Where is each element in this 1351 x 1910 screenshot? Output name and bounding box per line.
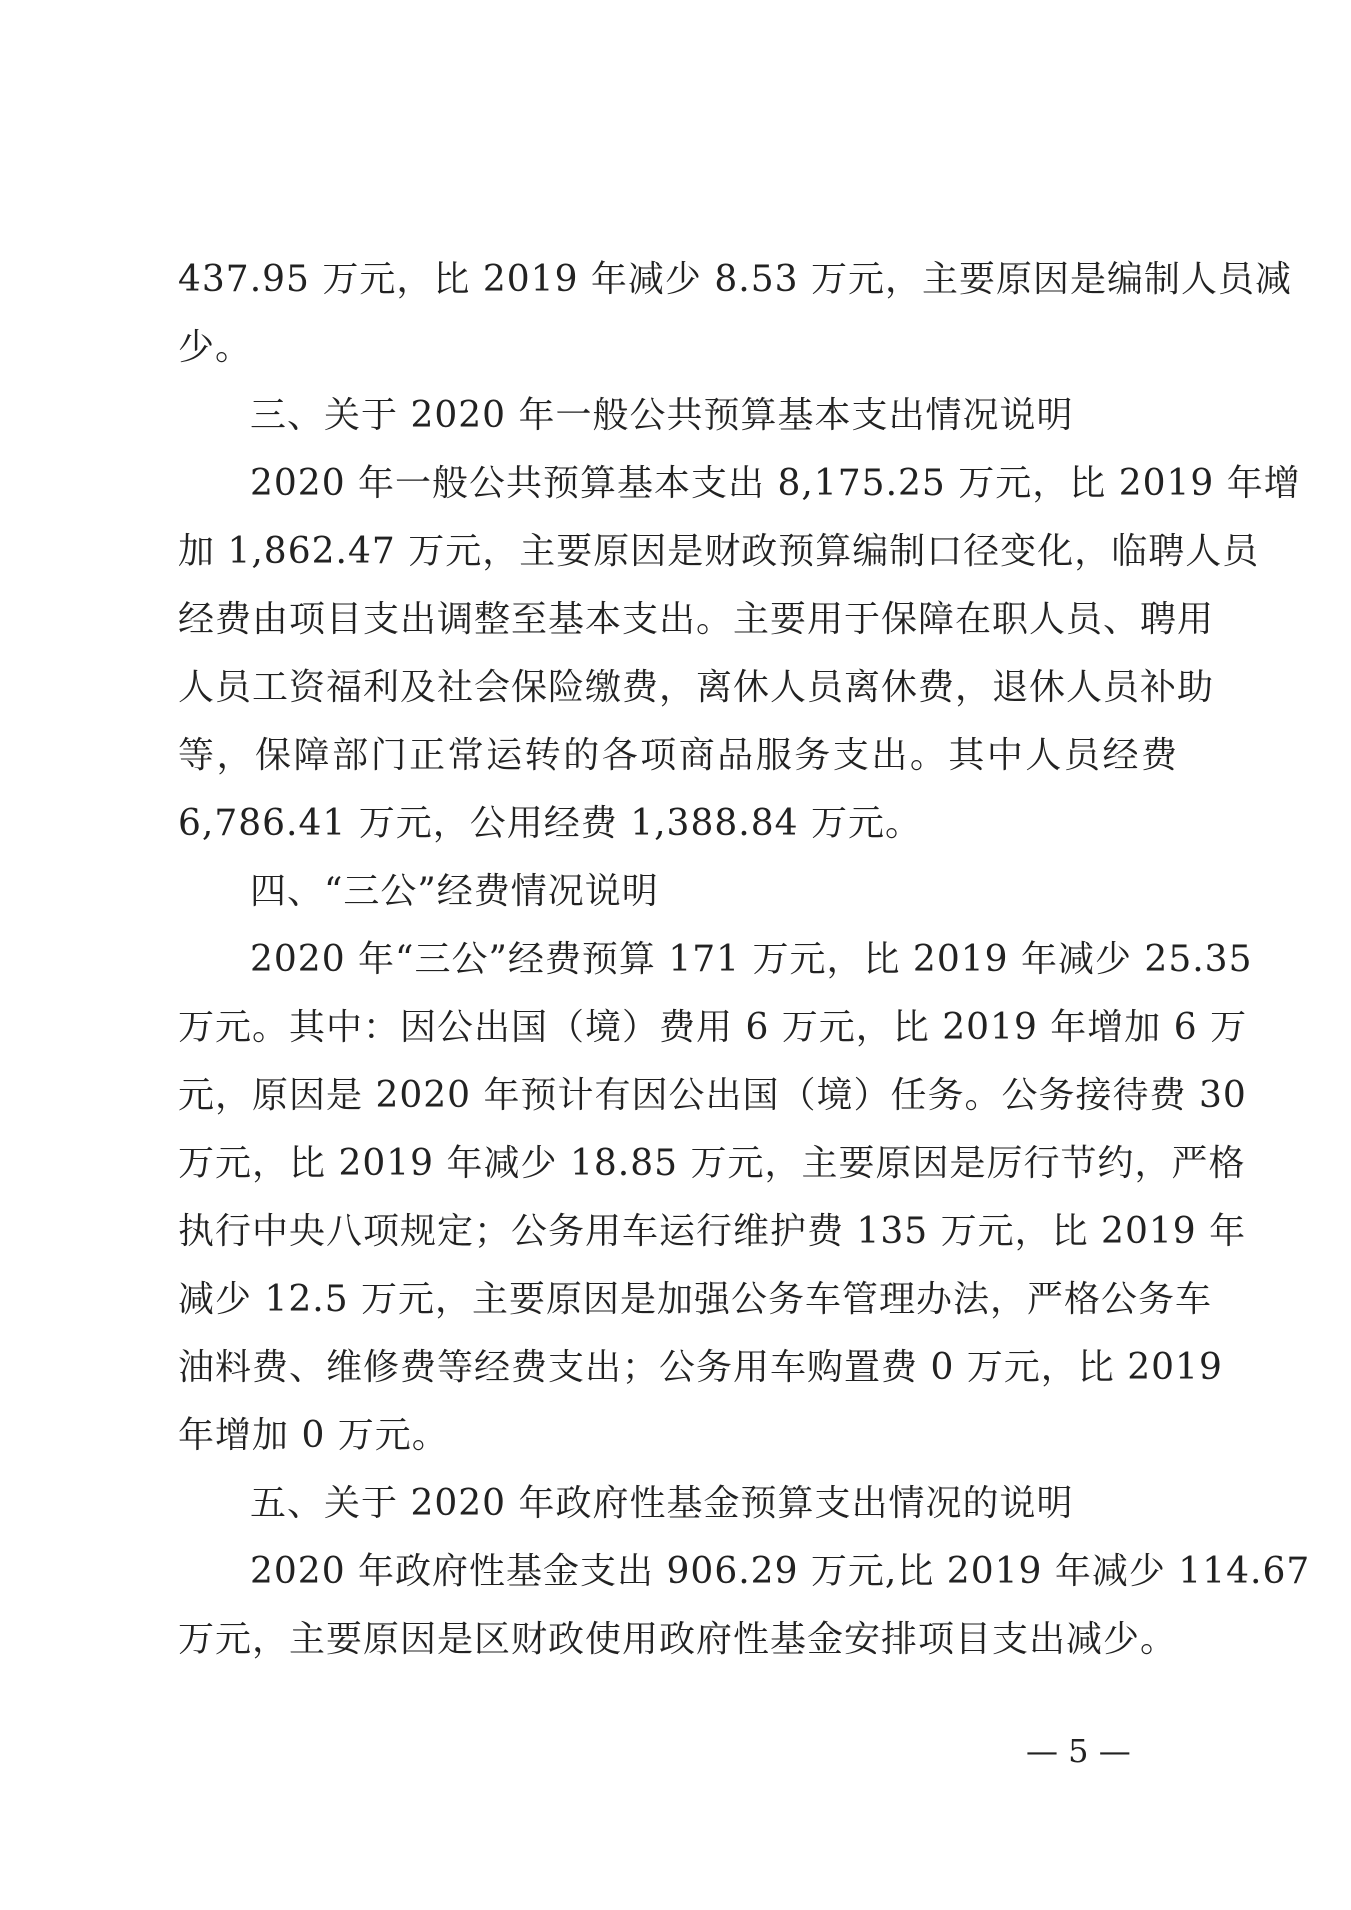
body-text-line: 437.95 万元，比 2019 年减少 8.53 万元，主要原因是编制人员减 <box>178 259 1292 300</box>
body-text-line: 万元，比 2019 年减少 18.85 万元，主要原因是厉行节约，严格 <box>178 1143 1246 1184</box>
body-text-line: 2020 年政府性基金支出 906.29 万元,比 2019 年减少 114.67 <box>250 1551 1311 1592</box>
body-text-line: 经费由项目支出调整至基本支出。主要用于保障在职人员、聘用 <box>178 599 1215 640</box>
body-text-line: 少。 <box>178 327 253 368</box>
body-text-line: 加 1,862.47 万元，主要原因是财政预算编制口径变化，临聘人员 <box>178 531 1260 572</box>
body-text-line: 万元。其中：因公出国（境）费用 6 万元，比 2019 年增加 6 万 <box>178 1007 1248 1048</box>
body-text-line: 年增加 0 万元。 <box>178 1415 449 1456</box>
body-text-line: 6,786.41 万元，公用经费 1,388.84 万元。 <box>178 803 922 844</box>
body-text-line: 2020 年“三公”经费预算 171 万元，比 2019 年减少 25.35 <box>250 939 1253 980</box>
section-heading-3: 三、关于 2020 年一般公共预算基本支出情况说明 <box>250 395 1074 436</box>
body-text-line: 减少 12.5 万元，主要原因是加强公务车管理办法，严格公务车 <box>178 1279 1213 1320</box>
body-text-line: 等，保障部门正常运转的各项商品服务支出。其中人员经费 <box>178 735 1178 776</box>
section-heading-5: 五、关于 2020 年政府性基金预算支出情况的说明 <box>250 1483 1074 1524</box>
body-text-line: 万元，主要原因是区财政使用政府性基金安排项目支出减少。 <box>178 1619 1178 1660</box>
body-text-line: 元，原因是 2020 年预计有因公出国（境）任务。公务接待费 30 <box>178 1075 1247 1116</box>
body-text-line: 油料费、维修费等经费支出；公务用车购置费 0 万元，比 2019 <box>178 1347 1223 1388</box>
page-number: — 5 — <box>1026 1732 1131 1770</box>
body-text-line: 执行中央八项规定；公务用车运行维护费 135 万元，比 2019 年 <box>178 1211 1247 1252</box>
section-heading-4: 四、“三公”经费情况说明 <box>250 871 659 912</box>
body-text-line: 人员工资福利及社会保险缴费，离休人员离休费，退休人员补助 <box>178 667 1215 708</box>
body-text-line: 2020 年一般公共预算基本支出 8,175.25 万元，比 2019 年增 <box>250 463 1301 504</box>
